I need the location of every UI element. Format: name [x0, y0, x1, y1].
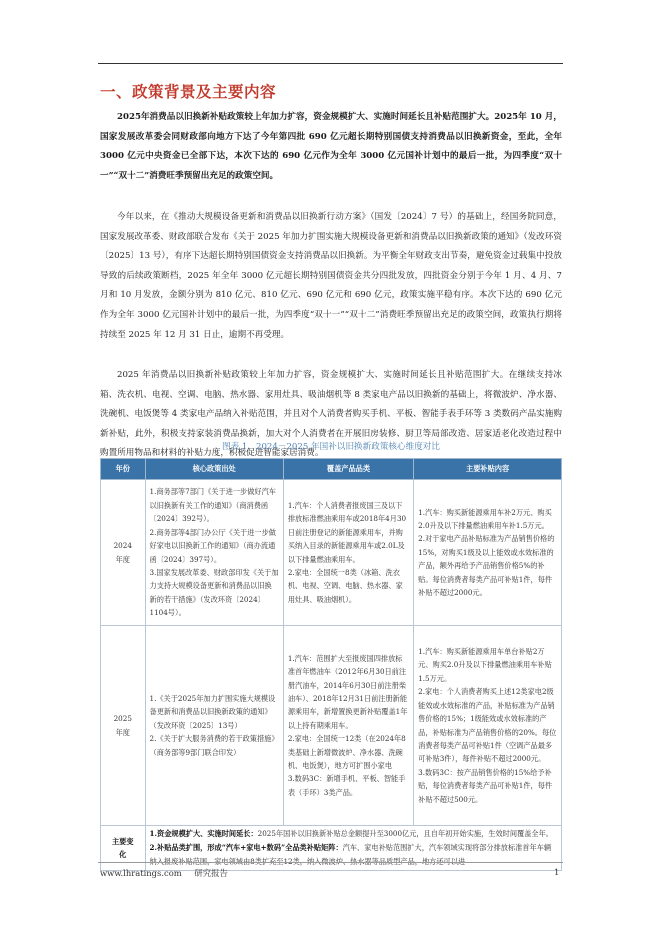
figure-title: 图表 1 2024－2025 年国补以旧换新政策核心维度对比: [222, 442, 440, 452]
footer-label: 研究报告: [194, 868, 228, 878]
header-coverage: 覆盖产品品类: [283, 459, 413, 480]
source-item: 3.国家发展改革委、财政部印发《关于加力支持大规模设备更新和消费品以旧换新的若干措施》（发改环资〔2024〕1104号）。: [149, 567, 279, 618]
table-row: [101, 480, 562, 626]
change-text: 2025年国补以旧换新补贴总金额提升至3000亿元，且自年初开始实施，生效时间覆盖全年。: [257, 829, 553, 838]
table-header-row: [101, 459, 562, 480]
source-item: 1.《关于2025年加力扩围实施大规模设备更新和消费品以旧换新政策的通知》（发改环资〔2025〕13号）: [149, 693, 276, 730]
source-cell: [145, 480, 283, 626]
coverage-item: 1.汽车：范围扩大至报废国四排放标准首年燃油车（2012年6月30日前注册汽油车，2014年6月30日前注册柴油车）、2018年12月31日前注册新能源乘用车，新增置换更新补贴覆盖1年以上持有期乘用车。: [287, 653, 408, 730]
change-text: 汽车、家电补贴范围扩大，汽车领域实现将部分排放标准首年车辆纳入报废补贴范围，家电领域由8类扩充至12类，纳入微波炉、热水器等品质型产品，地方还可以进: [149, 843, 552, 866]
footer-rule: [98, 862, 563, 863]
page-number: 1: [554, 867, 560, 877]
footer: [100, 867, 238, 879]
year-number: 2025: [113, 714, 132, 724]
source-item: 2.商务部等4部门办公厅《关于进一步做好家电以旧换新工作的通知》（商办流通函〔2024〕397号）。: [149, 527, 276, 564]
coverage-item: 3.数码3C：新增手机、平板、智能手表（手环）3类产品。: [287, 774, 406, 797]
coverage-cell: [283, 626, 413, 826]
footer-site-link[interactable]: www.lhratings.com: [100, 868, 182, 878]
subsidy-item: 3.数码3C：按产品销售价格的15%给予补贴，每位消费者每类产品可补贴1件，每件补贴不超过500元。: [418, 767, 553, 804]
coverage-item: 2.家电：全国统一8类（冰箱、洗衣机、电视、空调、电脑、热水器、家用灶具、吸油烟机）。: [287, 567, 403, 604]
changes-label: 化: [119, 850, 127, 859]
source-item: 2.《关于扩大服务消费的若干政策措施》（商务部等9部门联合印发）: [149, 734, 279, 757]
coverage-item: 2.家电：全国统一12类（在2024年8类基础上新增微波炉、净水器、洗碗机、电饭煲），地方可扩围小家电: [287, 734, 406, 771]
year-number: 2024: [113, 541, 132, 551]
coverage-cell: [283, 480, 413, 626]
table-row: [101, 626, 562, 826]
change-lead: 1.资金规模扩大、实施时间延长：: [149, 829, 258, 838]
header-rule: [98, 63, 563, 64]
subsidy-item: 2.对于家电产品补贴标准为产品销售价格的15%，对购买1级及以上能效或水效标准的产品，额外再给予产品销售价格5%的补贴。每位消费者每类产品可补贴1件，每件补贴不超过2000元。: [418, 534, 555, 598]
subsidy-item: 2.家电：个人消费者购买上述12类家电2级能效或水效标准的产品，补贴标准为产品销售价格的15%；1级能效或水效标准的产品，补贴标准为产品销售价格的20%。每位消费者每类产品可补贴1件（空调产品最多可补贴3件），每件补贴不超过2000元。: [418, 687, 557, 764]
year-suffix: 年度: [115, 554, 130, 564]
changes-label: 主要变: [111, 836, 134, 846]
changes-label-cell: [101, 826, 146, 871]
header-year: 年份: [101, 459, 146, 480]
subsidy-cell: [414, 626, 562, 826]
changes-cell: [145, 826, 561, 871]
source-cell: [145, 626, 283, 826]
change-lead: 2.补贴品类扩围，形成“汽车+家电+数码”全品类补贴矩阵：: [149, 843, 343, 852]
source-item: 1.商务部等7部门《关于进一步做好汽车以旧换新有关工作的通知》（商消费函〔2024〕392号）。: [149, 487, 276, 524]
year-suffix: 年度: [115, 727, 130, 737]
subsidy-cell: [414, 480, 562, 626]
change-item: [150, 827, 557, 841]
policy-comparison-table: [100, 458, 562, 871]
year-cell: [101, 626, 146, 826]
coverage-item: 1.汽车：个人消费者报废国三及以下排放标准燃油乘用车或2018年4月30日前注册登记的新能源乘用车，并购买纳入目录的新能源乘用车或2.0L及以下排量燃油乘用车。: [287, 500, 407, 564]
change-item: [150, 841, 557, 869]
header-source: 核心政策出处: [145, 459, 283, 480]
lead-paragraph: 2025年消费品以旧换新补贴政策较上年加力扩容，资金规模扩大、实施时间延长且补贴范围扩大。2025年 10 月，国家发展改革委会同财政部向地方下达了今年第四批 690 亿元超长期特别国债支持消费品以旧换新资金，至此，全年 3000 亿元中央资金已全部下达，本次下达的 690 亿元作为全年 3000 亿元国补计划中的最后一批，为四季度“双十一”“双十二”消费旺季预留出充足的政策空间。: [100, 112, 562, 181]
body-paragraph-2: 2025 年消费品以旧换新补贴政策较上年加力扩容，资金规模扩大、实施时间延长且补贴范围扩大。在继续支持冰箱、洗衣机、电视、空调、电脑、热水器、家用灶具、吸油烟机等 8 类家电产品以旧换新的基础上，将微波炉、净水器、洗碗机、电饭煲等 4 类家电产品纳入补贴范围，并且对个人消费者购买手机、平板、智能手表手环等 3 类数码产品实施购新补贴，此外，积极支持家装消费品换新，加大对个人消费者在开展旧房装修、厨卫等局部改造、居家适老化改造过程中购置所用物品和材料的补贴力度，积极促进智能家居消费。: [100, 370, 562, 459]
year-cell: [101, 480, 146, 626]
section-title: 一、政策背景及主要内容: [100, 83, 277, 101]
table-row-changes: [101, 826, 562, 871]
header-subsidy: 主要补贴内容: [414, 459, 562, 480]
subsidy-item: 1.汽车：购买新能源乘用车单台补贴2万元、购买2.0升及以下排量燃油乘用车补贴1.5万元。: [418, 647, 552, 683]
body-paragraph-1: 今年以来，在《推动大规模设备更新和消费品以旧换新行动方案》（国发〔2024〕7 号）的基础上，经国务院同意，国家发展改革委、财政部联合发布《关于 2025 年加力扩围实施大规模设备更新和消费品以旧换新政策的通知》（发改环资〔2025〕13 号），有序下达超长期特别国债资金支持消费品以旧换新。为平衡全年财政支出节奏，避免资金过载集中投放导致的后续政策断档，2025 年全年 3000 亿元超长期特别国债资金共分四批发放，四批资金分别于今年 1 月、4 月、7 月和 10 月发放，金额分别为 810 亿元、810 亿元、690 亿元和 690 亿元，政策实施平稳有序。本次下达的 690 亿元作为全年 3000 亿元国补计划中的最后一批，为四季度“双十一”“双十二”消费旺季预留出充足的政策空间，政策执行期将持续至 2025 年 12 月 31 日止，逾期不再受理。: [100, 212, 562, 340]
subsidy-item: 1.汽车：购买新能源乘用车补2万元、购买2.0升及以下排量燃油乘用车补1.5万元。: [418, 507, 552, 530]
